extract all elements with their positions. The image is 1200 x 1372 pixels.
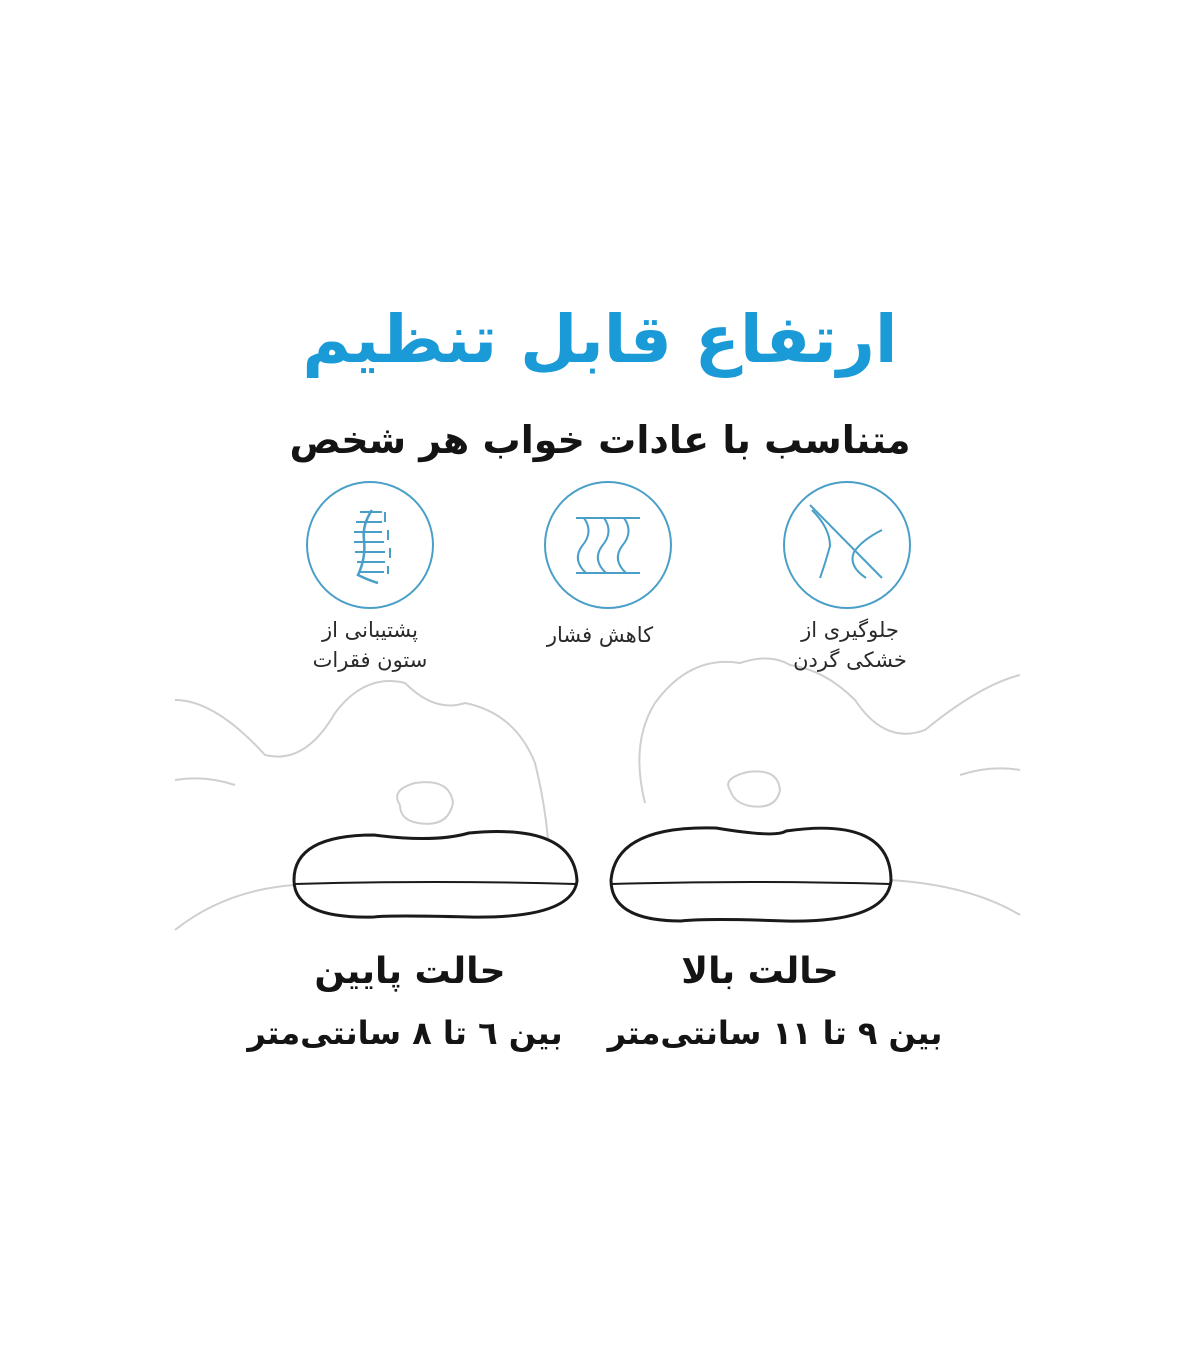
mode-low-title: حالت پایین [314,951,506,992]
feature-spine-line1: پشتیبانی از [322,618,418,642]
neck-icon [784,482,910,608]
page-subtitle: متناسب با عادات خواب هر شخص [289,418,911,462]
pillow-high [611,828,891,921]
feature-neck-label [750,615,950,676]
page-title: ارتفاع قابل تنظیم [302,301,898,378]
feature-spine-line2: ستون فقرات [312,648,428,673]
feature-spine-label [270,615,470,676]
feature-neck-line1: جلوگیری از [801,618,899,642]
feature-pressure-label [510,620,690,650]
pressure-springs-icon [545,482,671,608]
feature-pressure-line1: کاهش فشار [546,623,654,647]
pillow-low [294,832,577,918]
spine-icon [307,482,433,608]
mode-high-range: بین ٩ تا ١١ سانتی‌متر [607,1014,943,1052]
mode-high-title: حالت بالا [681,951,839,992]
feature-neck-line2: خشکی گردن [793,648,907,673]
mode-low-range: بین ٦ تا ٨ سانتی‌متر [247,1014,563,1052]
